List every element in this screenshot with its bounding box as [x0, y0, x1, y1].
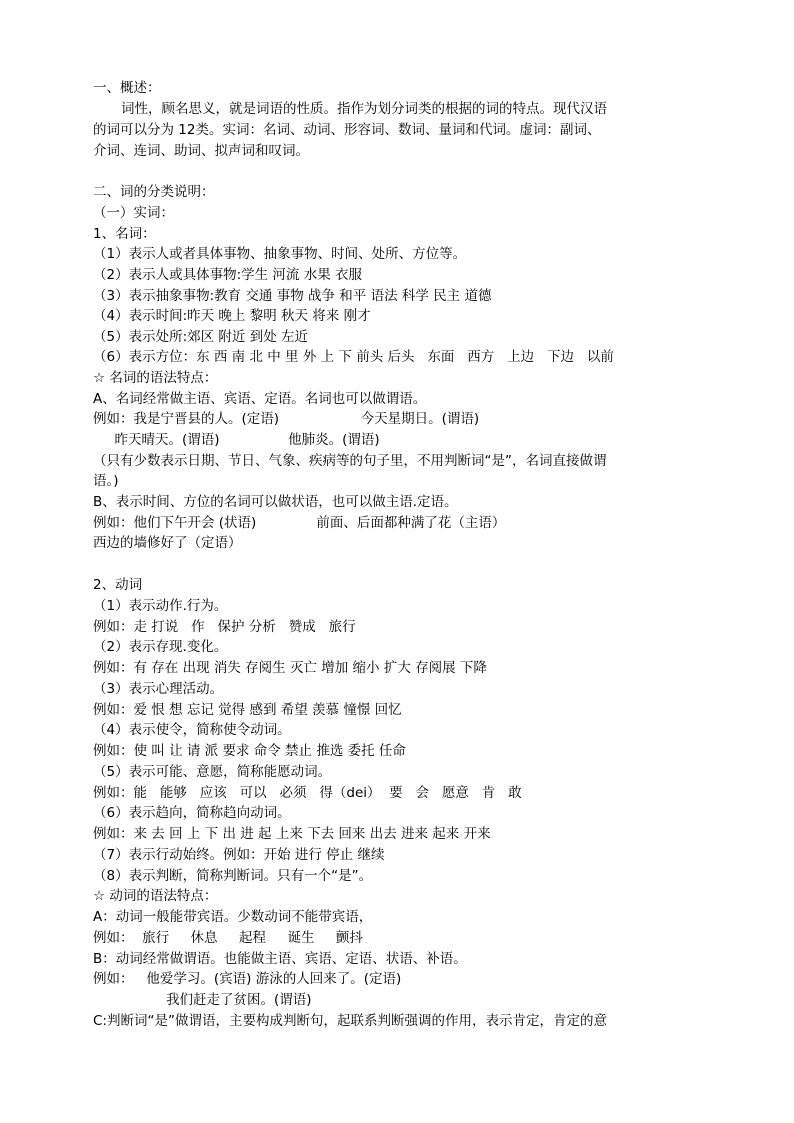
rule-line: A、名词经常做主语、宾语、定语。名词也可以做谓语。	[93, 391, 427, 407]
list-item: （8）表示判断，简称判断词。只有一个“是”。	[93, 868, 373, 884]
paragraph-line: 的词可以分为 12类。实词：名词、动词、形容词、数词、量词和代词。虚词：副词、	[93, 122, 601, 138]
note-line: （只有少数表示日期、节日、气象、疾病等的句子里，不用判断词“是”，名词直接做谓	[93, 453, 607, 469]
example-line: 例如： 旅行 休息 起程 诞生 颤抖	[93, 930, 363, 946]
example-line: 我们赶走了贫困。(谓语)	[93, 992, 312, 1008]
example-line: 例如：走 打说 作 保护 分析 赞成 旅行	[93, 619, 356, 635]
topic-heading-verb: 2、动词	[93, 577, 143, 593]
feature-heading: ☆ 名词的语法特点：	[93, 370, 218, 386]
rule-line: B：动词经常做谓语。也能做主语、宾语、定语、状语、补语。	[93, 951, 467, 967]
example-line: 例如：他们下午开会 (状语) 前面、后面都种满了花（主语）	[93, 515, 506, 531]
rule-line: C:判断词“是”做谓语，主要构成判断句，起联系判断强调的作用，表示肯定，肯定的意	[93, 1013, 607, 1029]
topic-heading-noun: 1、名词：	[93, 226, 156, 242]
section-heading-overview: 一、概述：	[93, 80, 161, 96]
note-line: 语。)	[93, 473, 119, 489]
feature-heading: ☆ 动词的语法特点：	[93, 888, 218, 904]
list-item: （1）表示动作.行为。	[93, 598, 228, 614]
list-item: （7）表示行动始终。例如：开始 进行 停止 继续	[93, 847, 385, 863]
example-line: 例如：能 能够 应该 可以 必须 得（dei） 要 会 愿意 肯 敢	[93, 785, 522, 801]
example-line: 例如：使 叫 让 请 派 要求 命令 禁止 推选 委托 任命	[93, 743, 406, 759]
section-heading-classification: 二、词的分类说明：	[93, 184, 215, 200]
list-item: （5）表示可能、意愿，简称能愿动词。	[93, 764, 332, 780]
rule-line: A：动词一般能带宾语。少数动词不能带宾语，	[93, 909, 373, 925]
list-item: （6）表示方位：东 西 南 北 中 里 外 上 下 前头 后头 东面 西方 上边 下边 以前	[93, 349, 614, 365]
example-line: 西边的墙修好了（定语）	[93, 535, 242, 551]
example-line: 例如：爱 恨 想 忘记 觉得 感到 希望 羡慕 憧憬 回忆	[93, 702, 402, 718]
example-line: 例如：有 存在 出现 消失 存阅生 灭亡 增加 缩小 扩大 存阅展 下降	[93, 660, 487, 676]
paragraph-line: 词性，顾名思义，就是词语的性质。指作为划分词类的根据的词的特点。现代汉语	[121, 101, 607, 117]
list-item: （1）表示人或者具体事物、抽象事物、时间、处所、方位等。	[93, 246, 467, 262]
list-item: （4）表示使令，简称使令动词。	[93, 722, 291, 738]
list-item: （3）表示抽象事物:教育 交通 事物 战争 和平 语法 科学 民主 道德	[93, 288, 492, 304]
example-line: 例如：来 去 回 上 下 出 进 起 上来 下去 回来 出去 进来 起来 开来	[93, 826, 491, 842]
list-item: （6）表示趋向，简称趋向动词。	[93, 805, 291, 821]
list-item: （2）表示人或具体事物:学生 河流 水果 衣服	[93, 267, 363, 283]
subsection-heading: （一）实词：	[93, 205, 174, 221]
list-item: （5）表示处所:郊区 附近 到处 左近	[93, 329, 309, 345]
example-line: 例如： 他爱学习。(宾语) 游泳的人回来了。(定语)	[93, 971, 402, 987]
rule-line: B、表示时间、方位的名词可以做状语，也可以做主语.定语。	[93, 494, 458, 510]
list-item: （4）表示时间:昨天 晚上 黎明 秋天 将来 刚才	[93, 308, 371, 324]
example-line: 昨天晴天。(谓语) 他肺炎。(谓语)	[93, 432, 380, 448]
example-line: 例如：我是宁晋县的人。(定语) 今天星期日。(谓语)	[93, 411, 480, 427]
list-item: （2）表示存现.变化。	[93, 639, 228, 655]
list-item: （3）表示心理活动。	[93, 681, 224, 697]
paragraph-line: 介词、连词、助词、拟声词和叹词。	[93, 143, 309, 159]
